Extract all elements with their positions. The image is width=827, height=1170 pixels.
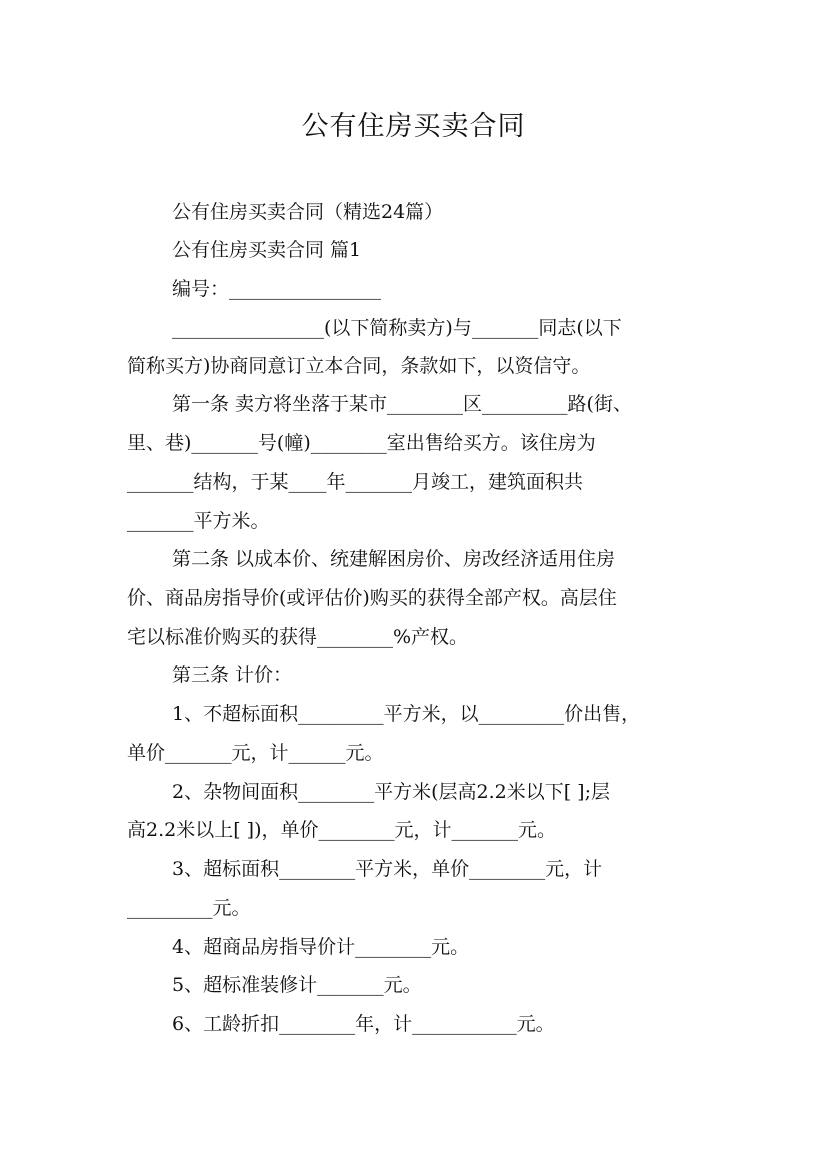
document-title: 公有住房买卖合同 [301, 111, 526, 142]
paragraph-line: 第一条 卖方将坐落于某市________区_________路(街、 [172, 393, 632, 415]
paragraph-line: 第二条 以成本价、统建解困房价、房改经济适用住房 [172, 548, 616, 570]
paragraph-line: 高2.2米以上[ ])，单价________元，计_______元。 [127, 819, 556, 841]
paragraph-line: 里、巷)_______号(幢)________室出售给买方。该住房为 [127, 432, 596, 454]
paragraph-line: 6、工龄折扣________年，计___________元。 [172, 1013, 555, 1035]
paragraph-line: _______平方米。 [127, 510, 270, 532]
paragraph-line: 单价_______元，计______元。 [127, 742, 384, 764]
paragraph-line: 1、不超标面积_________平方米，以_________价出售， [172, 703, 641, 725]
paragraph-line: 宅以标准价购买的获得________%产权。 [127, 626, 469, 648]
contract-number-line: 编号：________________ [172, 278, 382, 300]
paragraph-line: 价、商品房指导价(或评估价)购买的获得全部产权。高层住 [127, 587, 617, 609]
paragraph-line: _________元。 [127, 897, 251, 919]
paragraph-line: 2、杂物间面积________平方米(层高2.2米以下[ ];层 [172, 781, 610, 803]
paragraph-line: 简称买方)协商同意订立本合同，条款如下，以资信守。 [127, 355, 591, 377]
paragraph-line: 第三条 计价： [172, 664, 293, 686]
paragraph-line: 5、超标准装修计_______元。 [172, 974, 422, 996]
paragraph-line: 4、超商品房指导价计________元。 [172, 936, 470, 958]
paragraph-line: _______结构，于某____年_______月竣工，建筑面积共 [127, 471, 584, 493]
section-heading: 公有住房买卖合同 篇1 [172, 239, 362, 261]
paragraph-line: ________________(以下简称卖方)与_______同志(以下 [172, 317, 622, 339]
paragraph-line: 3、超标面积________平方米，单价________元，计 [172, 858, 603, 880]
subtitle-line: 公有住房买卖合同（精选24篇） [172, 201, 444, 223]
